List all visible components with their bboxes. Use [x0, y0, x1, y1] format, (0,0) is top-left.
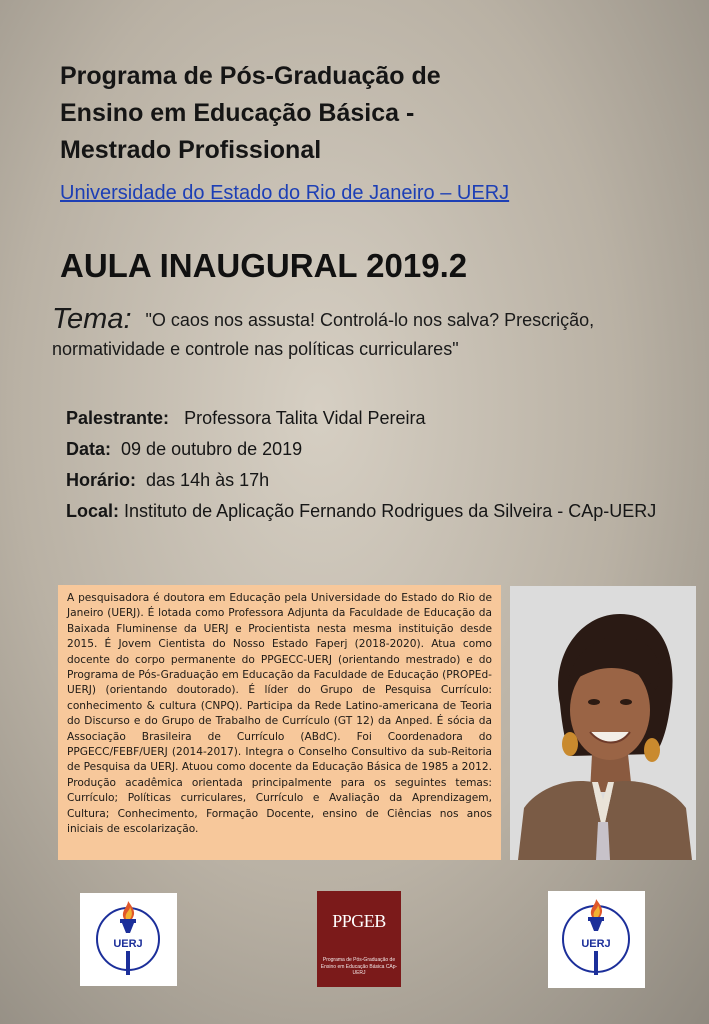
place-value: Instituto de Aplicação Fernando Rodrigues da Silveira - CAp-UERJ: [124, 501, 657, 521]
program-title-line: Ensino em Educação Básica -: [60, 99, 415, 127]
time-row: [66, 465, 696, 496]
program-title-line: Mestrado Profissional: [60, 136, 322, 164]
speaker-row: [66, 403, 696, 434]
ppgeb-subtitle: Programa de Pós-Graduação de Ensino em Educação Básica CAp-UERJ: [320, 957, 398, 976]
speaker-portrait-icon: [510, 586, 696, 860]
program-title-line: Programa de Pós-Graduação de: [60, 62, 441, 90]
uerj-seal-center: UERJ: [113, 938, 143, 950]
date-row: [66, 434, 696, 465]
cap-uerj-logo: [548, 891, 645, 988]
cap-uerj-seal-icon: [548, 891, 645, 988]
date-label: Data:: [66, 439, 112, 459]
time-label: Horário:: [66, 470, 137, 490]
event-title: AULA INAUGURAL 2019.2: [60, 247, 468, 284]
program-title: [60, 58, 580, 169]
time-value: das 14h às 17h: [146, 470, 270, 490]
tema-label: Tema:: [52, 303, 132, 335]
cap-uerj-seal-center: UERJ: [581, 938, 611, 950]
date-value: 09 de outubro de 2019: [121, 439, 303, 459]
uerj-seal-icon: [80, 893, 177, 986]
speaker-photo: [510, 586, 696, 860]
tema-block: [52, 305, 672, 364]
tema-text: "O caos nos assusta! Controlá-lo nos salva? Prescrição, normatividade e controle nas políticas curriculares": [52, 310, 595, 359]
university-link[interactable]: Universidade do Estado do Rio de Janeiro – UERJ: [60, 182, 510, 204]
event-details: [66, 403, 696, 527]
uerj-logo: [80, 893, 177, 986]
speaker-bio: A pesquisadora é doutora em Educação pela Universidade do Estado do Rio de Janeiro (UERJ). É lotada como Professora Adjunta da Faculdade de Educação da Baixada Fluminense da UERJ e Procientista nesta mesma instituição desde 2015. É Jovem Cientista do Nosso Estado Faperj (2018-2020). Atua como docente do corpo permanente do PPGECC-UERJ (orientando mestrado) e do Programa de Pós-Graduação em Educação da Faculdade de Educação (PROPEd-UERJ) (orientando doutorado). É líder do Grupo de Pesquisa Currículo: conhecimento & cultura (CNPQ). Participa da Rede Latino-americana de Teoria do Discurso e do Grupo de Trabalho de Currículo (GT 12) da Anped. É sócia da Associação Brasileira de Currículo (ABdC). Foi Coordenadora do PPGECC/FEBF/UERJ (2014-2017). Integra o Conselho Consultivo da sub-Reitoria de Pesquisa da UERJ. Atuou como docente da Educação Básica de 1985 a 2012. Produção acadêmica orientada principalmente para os seguintes temas: Currículo; Políticas curriculares, Currículo e Avaliação da Aprendizagem, Cultura; Conhecimento, Formação Docente, ensino de Ciências nos anos iniciais de escolarização.: [58, 585, 501, 860]
ppgeb-logo: [317, 891, 401, 987]
place-row: [66, 496, 696, 527]
place-label: Local:: [66, 501, 120, 521]
ppgeb-mark: PPGEB: [332, 911, 386, 931]
speaker-value: Professora Talita Vidal Pereira: [184, 408, 426, 428]
speaker-label: Palestrante:: [66, 408, 170, 428]
